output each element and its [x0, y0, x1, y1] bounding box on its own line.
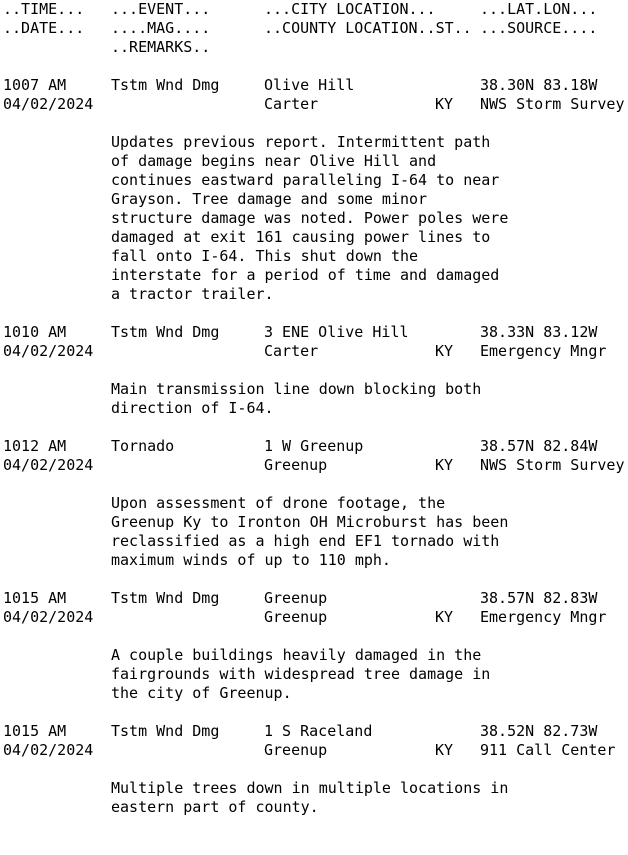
- report-state: KY: [435, 95, 454, 113]
- report-remark-line: A couple buildings heavily damaged in the: [111, 646, 482, 664]
- report-1-line-2: [0, 95, 625, 114]
- report-time: 1010 AM: [3, 323, 67, 341]
- report-time: 1015 AM: [3, 589, 67, 607]
- report-lat-lon: 38.52N 82.73W: [480, 722, 598, 740]
- header-line-2: [0, 19, 598, 38]
- report-county: Greenup: [264, 608, 328, 626]
- header-time: ..TIME...: [3, 0, 85, 18]
- report-county: Carter: [264, 95, 319, 113]
- report-remark-line: Main transmission line down blocking both: [111, 380, 482, 398]
- report-remark-line: continues eastward paralleling I-64 to near: [111, 171, 500, 189]
- report-4-line-1: [0, 589, 598, 608]
- report-city: Olive Hill: [264, 76, 355, 94]
- header-line-3: [0, 38, 211, 57]
- report-lat-lon: 38.57N 82.83W: [480, 589, 598, 607]
- report-remark-line: fall onto I-64. This shut down the: [111, 247, 419, 265]
- report-time: 1015 AM: [3, 722, 67, 740]
- report-remark-line: Multiple trees down in multiple locations in: [111, 779, 509, 797]
- report-event: Tstm Wnd Dmg: [111, 76, 220, 94]
- header-mag: ....MAG....: [111, 19, 211, 37]
- report-county: Greenup: [264, 741, 328, 759]
- report-state: KY: [435, 741, 454, 759]
- report-remark-line: Greenup Ky to Ironton OH Microburst has been: [111, 513, 509, 531]
- report-1-line-1: [0, 76, 598, 95]
- report-3-line-2: [0, 456, 625, 475]
- header-remarks: ..REMARKS..: [111, 38, 211, 56]
- report-4-line-2: [0, 608, 607, 627]
- report-5-line-2: [0, 741, 616, 760]
- report-lat-lon: 38.30N 83.18W: [480, 76, 598, 94]
- report-source: NWS Storm Survey: [480, 456, 625, 474]
- report-remark-line: Upon assessment of drone footage, the: [111, 494, 446, 512]
- report-source: Emergency Mngr: [480, 608, 607, 626]
- header-city-location: ...CITY LOCATION...: [264, 0, 436, 18]
- report-date: 04/02/2024: [3, 741, 94, 759]
- header-line-1: [0, 0, 598, 19]
- report-remark-line: interstate for a period of time and damaged: [111, 266, 500, 284]
- report-event: Tstm Wnd Dmg: [111, 589, 220, 607]
- header-lat-lon: ...LAT.LON...: [480, 0, 598, 18]
- report-state: KY: [435, 608, 454, 626]
- report-remark-line: damaged at exit 161 causing power lines to: [111, 228, 491, 246]
- report-3-line-1: [0, 437, 598, 456]
- header-source: ...SOURCE....: [480, 19, 598, 37]
- report-remark-line: the city of Greenup.: [111, 684, 292, 702]
- report-time: 1007 AM: [3, 76, 67, 94]
- report-date: 04/02/2024: [3, 342, 94, 360]
- report-2-line-2: [0, 342, 607, 361]
- report-lat-lon: 38.57N 82.84W: [480, 437, 598, 455]
- report-city: Greenup: [264, 589, 328, 607]
- report-remark-line: direction of I-64.: [111, 399, 274, 417]
- report-county: Carter: [264, 342, 319, 360]
- header-event: ...EVENT...: [111, 0, 211, 18]
- report-source: 911 Call Center: [480, 741, 616, 759]
- report-date: 04/02/2024: [3, 95, 94, 113]
- report-time: 1012 AM: [3, 437, 67, 455]
- report-remark-line: a tractor trailer.: [111, 285, 274, 303]
- report-remark-line: reclassified as a high end EF1 tornado with: [111, 532, 500, 550]
- report-remark-line: of damage begins near Olive Hill and: [111, 152, 437, 170]
- report-state: KY: [435, 342, 454, 360]
- report-source: Emergency Mngr: [480, 342, 607, 360]
- report-remark-line: structure damage was noted. Power poles were: [111, 209, 509, 227]
- report-source: NWS Storm Survey: [480, 95, 625, 113]
- report-remark-line: eastern part of county.: [111, 798, 319, 816]
- report-2-line-1: [0, 323, 598, 342]
- report-event: Tstm Wnd Dmg: [111, 323, 220, 341]
- report-county: Greenup: [264, 456, 328, 474]
- header-date: ..DATE...: [3, 19, 85, 37]
- header-county-location: ..COUNTY LOCATION..ST..: [264, 19, 472, 37]
- report-event: Tornado: [111, 437, 175, 455]
- report-state: KY: [435, 456, 454, 474]
- report-city: 1 S Raceland: [264, 722, 373, 740]
- report-5-line-1: [0, 722, 598, 741]
- report-remark-line: Updates previous report. Intermittent path: [111, 133, 491, 151]
- report-remark-line: Grayson. Tree damage and some minor: [111, 190, 428, 208]
- report-date: 04/02/2024: [3, 608, 94, 626]
- report-date: 04/02/2024: [3, 456, 94, 474]
- report-remark-line: maximum winds of up to 110 mph.: [111, 551, 391, 569]
- report-event: Tstm Wnd Dmg: [111, 722, 220, 740]
- report-city: 1 W Greenup: [264, 437, 364, 455]
- report-lat-lon: 38.33N 83.12W: [480, 323, 598, 341]
- report-city: 3 ENE Olive Hill: [264, 323, 409, 341]
- report-remark-line: fairgrounds with widespread tree damage in: [111, 665, 491, 683]
